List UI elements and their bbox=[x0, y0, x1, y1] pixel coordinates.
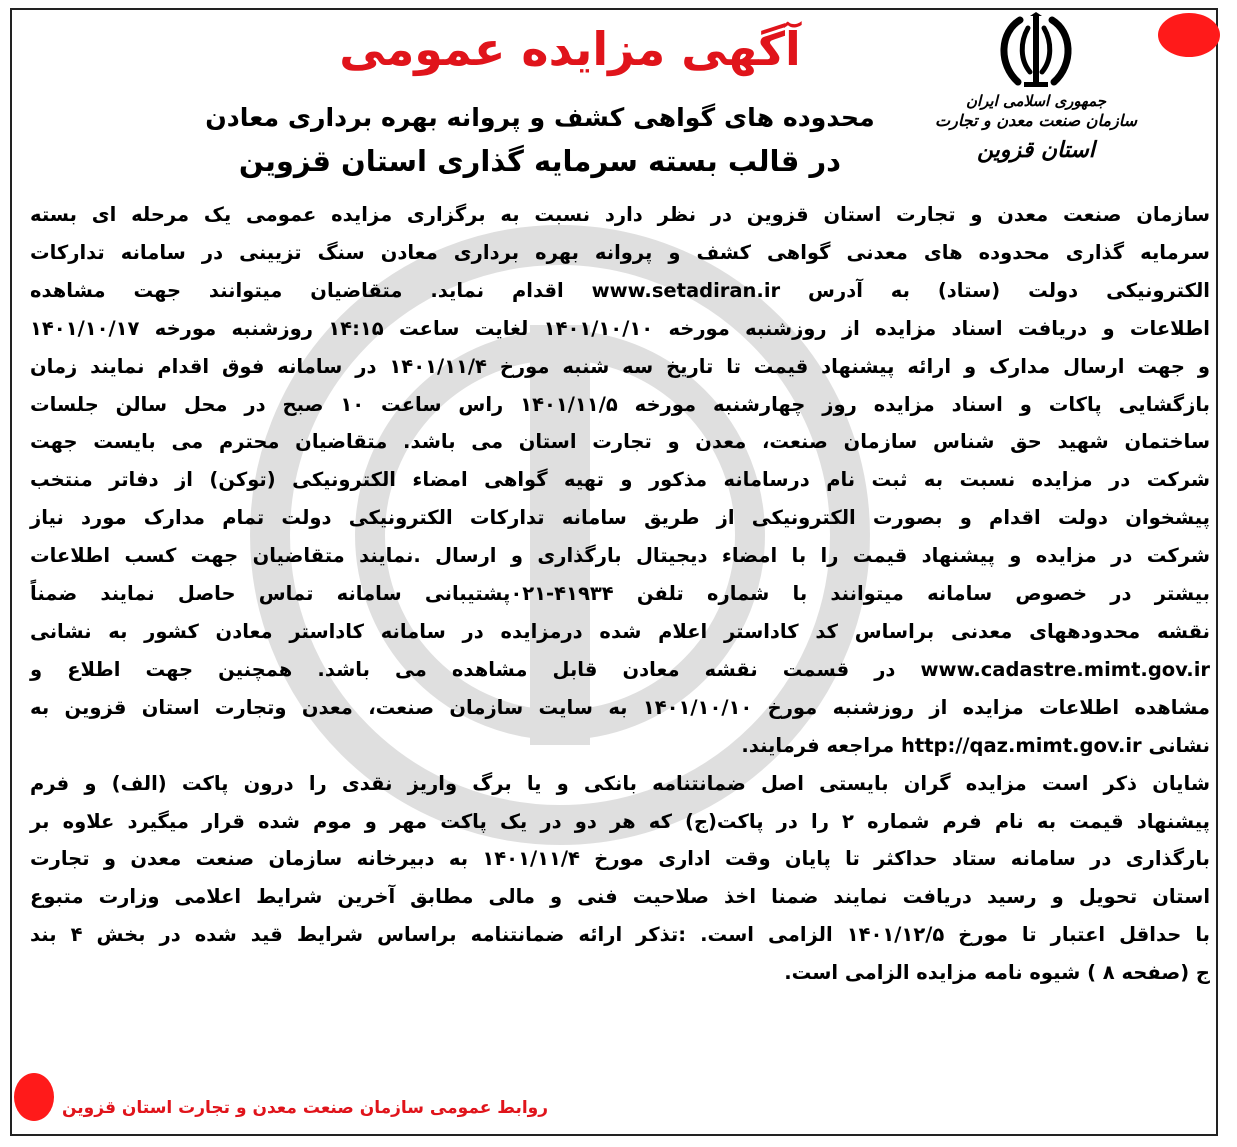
subtitle-line-1: محدوده های گواهی کشف و پروانه بهره برداری معادن bbox=[205, 103, 875, 132]
body-line: پیشخوان دولت اقدام و بصورت الکترونیکی از طریق سامانه تدارکات الکترونیکی دولت تمام مدارک مورد نیاز bbox=[30, 506, 1210, 530]
body-line: بارگذاری در سامانه ستاد حداکثر تا پایان وقت اداری مورخ ۱۴۰۱/۱۱/۴ به دبیرخانه سازمان صنعت معدن و تجارت bbox=[30, 847, 1210, 871]
body-line: ج (صفحه ۸ ) شیوه نامه مزایده الزامی است. bbox=[784, 961, 1210, 985]
body-line: شرکت در مزایده و پیشنهاد قیمت را با امضاء دیجیتال بارگذاری و ارسال .نمایند متقاضیان جهت کسب اطلاعات bbox=[30, 544, 1210, 568]
body-line: استان تحویل و رسید دریافت نمایند ضمنا اخذ صلاحیت فنی و مالی مطابق آخرین شرایط اعلامی وزارت متبوع bbox=[30, 885, 1210, 909]
body-line: نشانی http://qaz.mimt.gov.ir مراجعه فرمایند. bbox=[741, 733, 1210, 757]
body-line: بیشتر در خصوص سامانه میتوانند با شماره تلفن ۴۱۹۳۴-۰۲۱پشتیبانی سامانه تماس حاصل نمایند ضمناً bbox=[30, 582, 1210, 606]
body-line: بازگشایی پاکات و اسناد مزایده روز چهارشنبه مورخه ۱۴۰۱/۱۱/۵ راس ساعت ۱۰ صبح در محل سالن جلسات bbox=[30, 392, 1210, 416]
body-line: شرکت در مزایده نسبت به ثبت نام درسامانه مذکور و تهیه گواهی امضاء الکترونیکی (توکن) از دفاتر منتخب bbox=[30, 468, 1210, 492]
body-line: پیشنهاد قیمت به نام فرم شماره ۲ را در پاکت(ج) که هر دو در یک پاکت مهر و موم شده قرار میگیرد علاوه بر bbox=[30, 809, 1210, 833]
iran-emblem-icon bbox=[990, 12, 1082, 90]
org-province: استان قزوین bbox=[977, 136, 1095, 163]
body-line: شایان ذکر است مزایده گران بایستی اصل ضمانتنامه بانکی و یا برگ واریز نقدی را درون پاکت (الف) و فرم bbox=[30, 771, 1210, 795]
body-line: و جهت ارسال مدارک و ارائه پیشنهاد قیمت تا تاریخ سه شنبه مورخ ۱۴۰۱/۱۱/۴ در سامانه فوق اقدام نمایند زمان bbox=[30, 354, 1210, 378]
org-ministry: سازمان صنعت معدن و تجارت bbox=[935, 110, 1137, 130]
body-line: الکترونیکی دولت (ستاد) به آدرس www.setadiran.ir اقدام نماید. متقاضیان میتوانند جهت مشاهده bbox=[30, 278, 1210, 302]
body-line: اطلاعات و دریافت اسناد مزایده از روزشنبه مورخه ۱۴۰۱/۱۰/۱۰ لغایت ساعت ۱۴:۱۵ روزشنبه مورخه ۱۴۰۱/۱۰/۱۷ bbox=[30, 316, 1210, 340]
org-country: جمهوری اسلامی ایران bbox=[965, 92, 1107, 110]
body-line: سرمایه گذاری محدوده های معدنی گواهی کشف و پروانه بهره برداری معادن سنگ تزیینی در سامانه تدارکات bbox=[30, 240, 1210, 264]
organization-header bbox=[918, 12, 1154, 192]
body-line: سازمان صنعت معدن و تجارت استان قزوین در نظر دارد نسبت به برگزاری مزایده عمومی یک مرحله ای بسته bbox=[30, 203, 1210, 226]
footer-signature: روابط عمومی سازمان صنعت معدن و تجارت استان قزوین bbox=[62, 1098, 549, 1118]
body-line: با حداقل اعتبار تا مورخ ۱۴۰۱/۱۲/۵ الزامی است. :تذکر ارائه ضمانتنامه براساس شرایط قید شده در بخش ۴ بند bbox=[30, 923, 1210, 947]
body-line: ساختمان شهید حق شناس سازمان صنعت، معدن و تجارت استان می باشد. متقاضیان محترم می بایست جهت bbox=[30, 430, 1210, 454]
subtitle-line-2: در قالب بسته سرمایه گذاری استان قزوین bbox=[238, 144, 842, 178]
body-line: www.cadastre.mimt.gov.ir در قسمت نقشه معادن قابل مشاهده می باشد. همچنین جهت اطلاع و bbox=[30, 657, 1210, 681]
body-line: نقشه محدودههای معدنی براساس کد کاداستر اعلام شده درمزایده در سامانه کاداستر معادن کشور به نشانی bbox=[30, 619, 1210, 643]
page-title: آگهی مزایده عمومی bbox=[339, 22, 801, 76]
red-dot-bottom bbox=[14, 1073, 54, 1121]
notice-body bbox=[30, 196, 1210, 992]
red-dot-top bbox=[1158, 13, 1220, 57]
body-line: مشاهده اطلاعات مزایده از روزشنبه مورخ ۱۴۰۱/۱۰/۱۰ به سایت سازمان صنعت، معدن وتجارت استان قزوین به bbox=[30, 695, 1210, 719]
